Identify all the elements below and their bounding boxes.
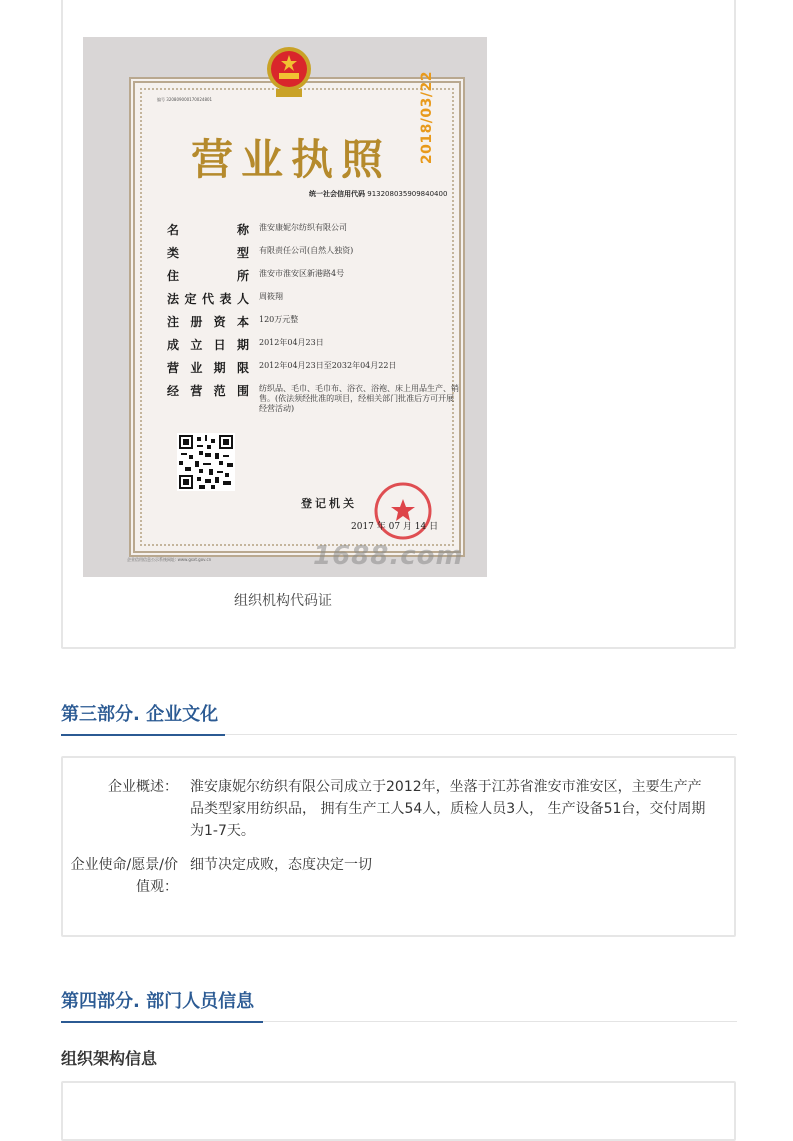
image-caption: 组织机构代码证 <box>234 593 332 609</box>
overview-text: 淮安康妮尔纺织有限公司成立于2012年，坐落于江苏省淮安市淮安区，主要生产产品类型家用纺织品， 拥有生产工人54人，质检人员3人， 生产设备51台，交付周期为1-7天。 <box>190 779 706 839</box>
credit-code: 统一社会信用代码 913208035909840400 <box>309 190 448 198</box>
license-footer: 企业信用信息公示系统网址: www.gsxt.gov.cn <box>127 557 212 562</box>
registration-date: 2017 年 07 月 14 日 <box>351 522 439 532</box>
license-number: 编号 320809000170024801 <box>157 97 213 102</box>
business-license-image <box>83 37 487 577</box>
license-field: 住 所 淮安市淮安区新港路4号 <box>167 269 345 283</box>
org-structure-card <box>61 1081 736 1141</box>
license-field: 经 营 范 围 纺织品、毛巾、毛巾布、浴衣、浴袍、床上用品生产、销售。(依法须经批准的项目，经相关部门批准后方可开展经营活动) <box>167 384 459 413</box>
license-field: 法 定 代 表 人 周筱翔 <box>167 292 283 306</box>
photo-date-stamp: 2018/03/22 <box>419 71 435 165</box>
official-seal-icon <box>373 481 433 541</box>
mission-text: 细节决定成败，态度决定一切 <box>190 857 372 873</box>
watermark-text: 1688.com <box>313 541 464 571</box>
org-structure-title: 组织架构信息 <box>61 1049 158 1068</box>
section-title-culture: 第三部分. 企业文化 <box>61 704 219 725</box>
national-emblem-icon <box>264 39 314 111</box>
mission-row <box>70 854 710 898</box>
registration-authority: 登记机关 <box>301 497 357 510</box>
mission-label: 企业使命/愿景/价值观： <box>70 857 178 895</box>
license-field: 营 业 期 限 2012年04月23日至2032年04月22日 <box>167 361 397 375</box>
license-field: 注 册 资 本 120万元整 <box>167 315 299 329</box>
section-divider <box>61 734 737 735</box>
qr-code-icon <box>177 433 235 491</box>
license-field: 名 称 淮安康妮尔纺织有限公司 <box>167 223 347 237</box>
license-field: 类 型 有限责任公司(自然人独资) <box>167 246 354 260</box>
license-field: 成 立 日 期 2012年04月23日 <box>167 338 324 352</box>
overview-row <box>70 776 710 842</box>
section-divider <box>61 1021 737 1022</box>
license-fields <box>167 221 467 413</box>
section-title-departments: 第四部分. 部门人员信息 <box>61 991 255 1012</box>
license-title: 营业执照 <box>191 135 392 184</box>
overview-label: 企业概述： <box>108 779 178 795</box>
